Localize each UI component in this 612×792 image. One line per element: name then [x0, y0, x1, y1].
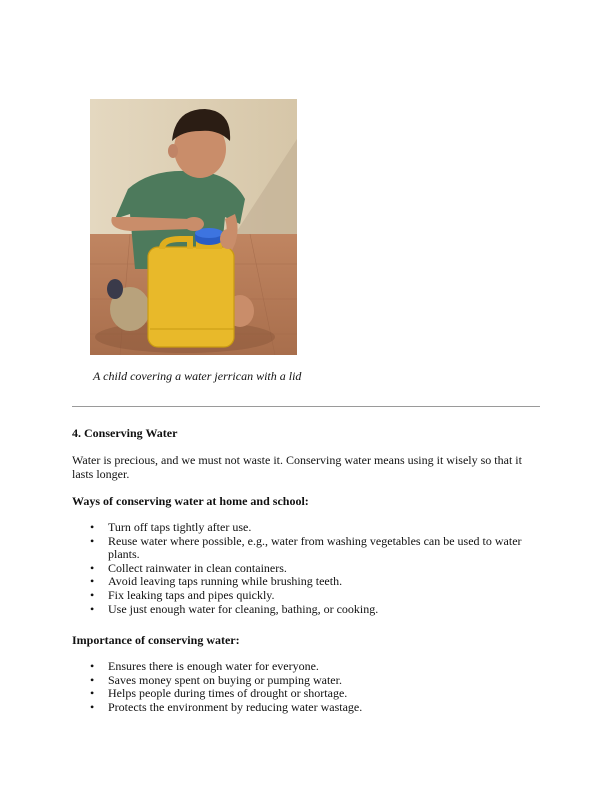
importance-heading: Importance of conserving water:: [72, 633, 240, 647]
list-item: • Avoid leaving taps running while brushing teeth.: [90, 575, 530, 589]
figure-caption: A child covering a water jerrican with a lid: [93, 369, 302, 383]
list-item: • Ensures there is enough water for everyone.: [90, 660, 530, 674]
list-item: • Reuse water where possible, e.g., water from washing vegetables can be used to water plants.: [90, 535, 530, 562]
list-item: • Use just enough water for cleaning, bathing, or cooking.: [90, 603, 530, 617]
section-title: 4. Conserving Water: [72, 426, 178, 440]
ways-heading: Ways of conserving water at home and school:: [72, 494, 309, 508]
ways-list: [90, 521, 530, 616]
list-item: • Protects the environment by reducing water wastage.: [90, 701, 530, 715]
photo-illustration: [90, 99, 297, 355]
section-intro: Water is precious, and we must not waste it. Conserving water means using it wisely so that it lasts longer.: [72, 453, 522, 481]
list-item: • Helps people during times of drought or shortage.: [90, 687, 530, 701]
list-item: • Collect rainwater in clean containers.: [90, 562, 530, 576]
list-item: • Fix leaking taps and pipes quickly.: [90, 589, 530, 603]
list-item: • Saves money spent on buying or pumping water.: [90, 674, 530, 688]
list-item: • Turn off taps tightly after use.: [90, 521, 530, 535]
importance-list: [90, 660, 530, 714]
section-divider: [72, 406, 540, 407]
child-jerrican-photo: [90, 99, 297, 355]
